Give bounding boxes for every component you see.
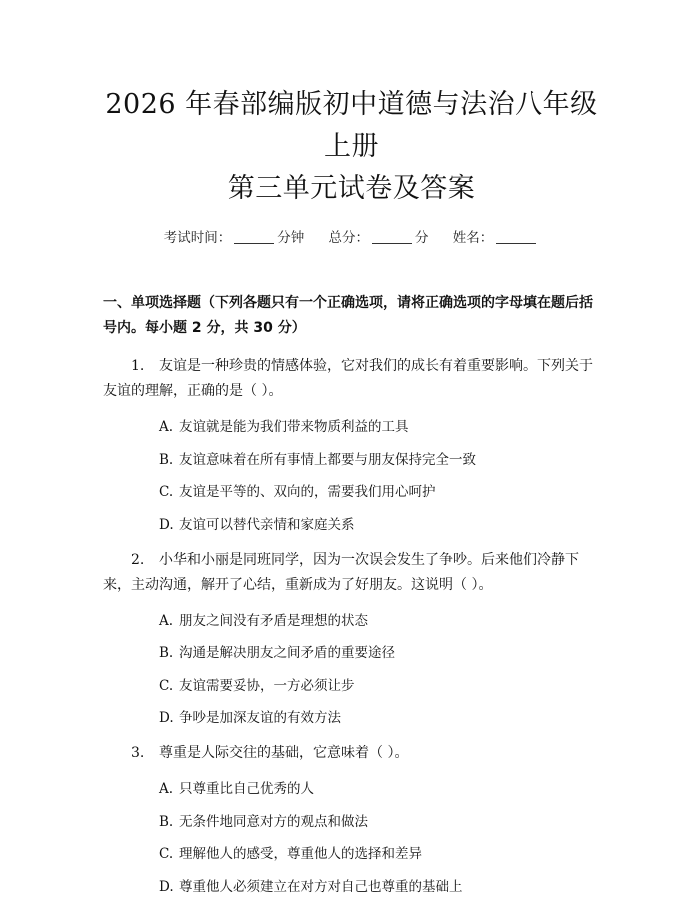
option-letter: D. (159, 516, 174, 533)
option-letter: C. (159, 677, 174, 694)
option-text: 友谊需要妥协，一方必须让步 (179, 677, 355, 694)
option-letter: D. (159, 710, 174, 726)
option-d (103, 708, 600, 728)
option-letter: C. (159, 846, 174, 862)
student-name (453, 228, 540, 248)
name-blank (496, 229, 536, 244)
option-a (103, 779, 600, 799)
option-text: 只尊重比自己优秀的人 (179, 781, 314, 797)
option-c (103, 676, 600, 696)
question-1 (103, 354, 600, 404)
option-text: 争吵是加深友谊的有效方法 (179, 710, 341, 726)
question-number: 3. (131, 745, 145, 761)
question-number: 2. (131, 551, 145, 568)
time-label: 考试时间： (163, 230, 232, 246)
option-text: 尊重他人必须建立在对方对自己也尊重的基础上 (179, 878, 463, 895)
option-b (103, 812, 600, 832)
option-text: 无条件地同意对方的观点和做法 (179, 813, 368, 830)
score-blank (372, 229, 412, 244)
title-line-2: 第三单元试卷及答案 (227, 173, 476, 204)
option-letter: A. (159, 419, 174, 435)
name-label: 姓名： (452, 230, 494, 246)
option-c (103, 844, 600, 864)
question-text: 小华和小丽是同班同学，因为一次误会发生了争吵。后来他们冷静下来，主动沟通，解开了心结，重新成为了好朋友。这说明（ ）。 (103, 551, 579, 593)
option-text: 友谊可以替代亲情和家庭关系 (179, 516, 355, 533)
time-unit: 分钟 (277, 230, 305, 246)
option-letter: B. (159, 645, 174, 661)
option-d (103, 515, 600, 535)
question-number: 1. (131, 358, 145, 374)
question-2 (103, 548, 600, 598)
option-letter: A. (159, 781, 174, 797)
question-text: 尊重是人际交往的基础，它意味着（ ）。 (159, 745, 409, 761)
total-score (329, 228, 429, 248)
question-1-options (103, 417, 600, 535)
option-letter: D. (159, 878, 174, 895)
option-b (103, 450, 600, 470)
score-label: 总分： (328, 230, 369, 246)
time-blank (234, 229, 274, 244)
option-d (103, 877, 600, 897)
question-3-options (103, 779, 600, 897)
exam-meta (103, 228, 600, 248)
option-letter: C. (159, 484, 174, 500)
option-text: 理解他人的感受，尊重他人的选择和差异 (179, 846, 422, 862)
option-letter: B. (159, 451, 174, 468)
option-a (103, 417, 600, 437)
option-text: 友谊意味着在所有事情上都要与朋友保持完全一致 (179, 451, 476, 468)
exam-title (103, 0, 600, 210)
exam-time (164, 228, 305, 248)
question-text: 友谊是一种珍贵的情感体验，它对我们的成长有着重要影响。下列关于友谊的理解，正确的是（ ）。 (103, 358, 593, 399)
score-unit: 分 (415, 230, 429, 246)
option-text: 沟通是解决朋友之间矛盾的重要途径 (179, 645, 395, 661)
section-heading: 一、单项选择题（下列各题只有一个正确选项，请将正确选项的字母填在题后括号内。每小题 2 分，共 30 分） (103, 295, 593, 336)
question-3 (103, 741, 600, 766)
option-text: 友谊就是能为我们带来物质利益的工具 (179, 419, 409, 435)
question-2-options (103, 611, 600, 729)
option-text: 朋友之间没有矛盾是理想的状态 (179, 612, 368, 629)
option-letter: B. (159, 813, 174, 830)
option-letter: A. (159, 612, 174, 629)
option-a (103, 611, 600, 631)
title-line-1: 2026 年春部编版初中道德与法治八年级上册 (105, 89, 598, 162)
option-c (103, 482, 600, 502)
option-b (103, 643, 600, 663)
option-text: 友谊是平等的、双向的，需要我们用心呵护 (179, 484, 436, 500)
